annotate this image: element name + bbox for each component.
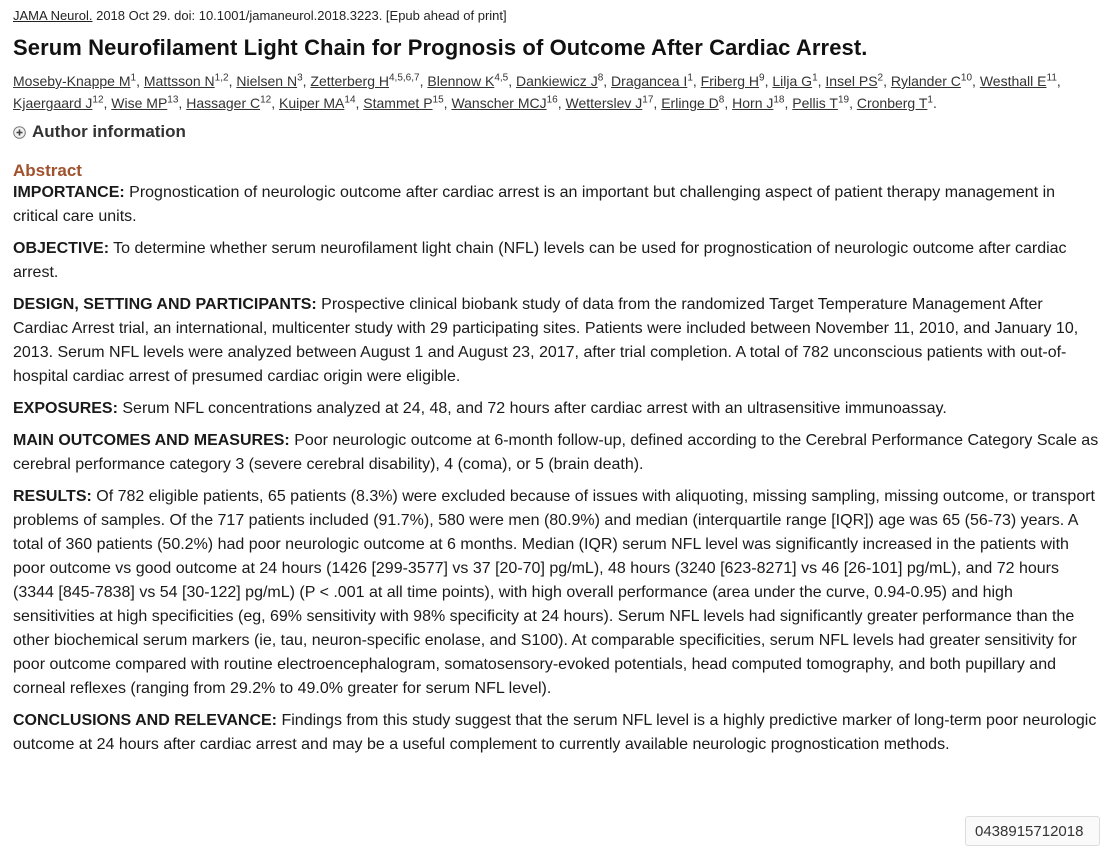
citation bbox=[13, 8, 1099, 23]
author-link[interactable]: Cronberg T bbox=[856, 95, 928, 111]
author-link[interactable]: Pellis T bbox=[792, 95, 838, 111]
author-link[interactable]: Friberg H bbox=[700, 73, 760, 89]
author-affiliation-number: 16 bbox=[546, 94, 558, 106]
author-link[interactable]: Wanscher MCJ bbox=[451, 95, 547, 111]
author-separator: , bbox=[603, 73, 612, 89]
abstract-section bbox=[13, 709, 1099, 757]
article-title: Serum Neurofilament Light Chain for Prognosis of Outcome After Cardiac Arrest. bbox=[13, 35, 868, 60]
plus-circle-icon[interactable] bbox=[13, 126, 26, 139]
author-separator: , bbox=[136, 73, 144, 89]
author-affiliation-number: 4,5,6,7 bbox=[389, 72, 420, 84]
section-text: Findings from this study suggest that the serum NFL level is a highly predictive marker of long-term poor neurologic outcome at 24 hours after cardiac arrest and may be a useful complement to currently available neurologic prognostication methods. bbox=[13, 712, 1097, 753]
author-list bbox=[13, 70, 1099, 114]
author-separator: , bbox=[228, 73, 237, 89]
author-separator: , bbox=[419, 73, 428, 89]
section-text: To determine whether serum neurofilament light chain (NFL) levels can be used for prognostication of neurologic outcome after cardiac arrest. bbox=[13, 240, 1067, 281]
author-separator: , bbox=[817, 73, 826, 89]
author-link[interactable]: Erlinge D bbox=[661, 95, 719, 111]
author-affiliation-number: 1 bbox=[812, 72, 818, 84]
section-label: IMPORTANCE: bbox=[13, 184, 125, 201]
author-affiliation-number: 12 bbox=[92, 94, 104, 106]
section-label: EXPOSURES: bbox=[13, 400, 118, 417]
author-separator: . bbox=[932, 95, 937, 111]
author-link[interactable]: Dankiewicz J bbox=[516, 73, 598, 89]
author-affiliation-number: 18 bbox=[773, 94, 785, 106]
author-separator: , bbox=[302, 73, 311, 89]
author-separator: , bbox=[508, 73, 516, 89]
author-affiliation-number: 9 bbox=[759, 72, 765, 84]
author-separator: , bbox=[849, 95, 857, 111]
author-separator: , bbox=[724, 95, 733, 111]
author-link[interactable]: Westhall E bbox=[979, 73, 1047, 89]
author-separator: , bbox=[178, 95, 187, 111]
section-text: Serum NFL concentrations analyzed at 24, 48, and 72 hours after cardiac arrest with an ultrasensitive immunoassay. bbox=[117, 400, 947, 417]
floating-id-label: 0438915712018 bbox=[965, 816, 1100, 846]
author-affiliation-number: 12 bbox=[260, 94, 272, 106]
author-affiliation-number: 1 bbox=[927, 94, 933, 106]
author-separator: , bbox=[443, 95, 452, 111]
author-information-toggle[interactable] bbox=[13, 122, 1099, 142]
author-link[interactable]: Insel PS bbox=[825, 73, 878, 89]
author-separator: , bbox=[883, 73, 891, 89]
author-affiliation-number: 2 bbox=[877, 72, 884, 84]
section-text: Poor neurologic outcome at 6-month follow-up, defined according to the Cerebral Performance Category Scale as cerebral performance category 3 (severe cerebral disability), 4 (coma), or 5 (brain death). bbox=[13, 432, 1099, 473]
section-label: OBJECTIVE: bbox=[13, 240, 110, 257]
author-affiliation-number: 11 bbox=[1046, 72, 1057, 84]
author-separator: , bbox=[764, 73, 773, 89]
author-information-label[interactable]: Author information bbox=[32, 122, 186, 141]
journal-link[interactable]: JAMA Neurol. bbox=[13, 8, 93, 23]
author-link[interactable]: Blennow K bbox=[427, 73, 495, 89]
section-text: Of 782 eligible patients, 65 patients (8.3%) were excluded because of issues with aliquoting, missing sampling, missing outcome, or transport problems of samples. Of the 717 patients included (91.7%), 580 were men (80.9%) and median (interquartile range [IQR]) age was 65 (56-73) years. A total of 360 patients (50.2%) had poor neurologic outcome at 6 months. Median (IQR) serum NFL level was significantly increased in the patients with poor outcome vs good outcome at 24 hours (1426 [299-3577] vs 37 [20-70] pg/mL), 48 hours (3240 [623-8271] vs 46 [26-101] pg/mL), and 72 hours (3344 [845-7838] vs 54 [30-122] pg/mL) (P < .001 at all time points), with high overall performance (area under the curve, 0.94-0.95) and high sensitivities at high specificities (eg, 69% sensitivity with 98% specificity at 24 hours). Serum NFL levels had significantly greater performance than the other biochemical serum markers (ie, tau, neuron-specific enolase, and S100). At comparable specificities, serum NFL levels had greater sensitivity for poor outcome compared with routine electroencephalogram, somatosensory-evoked potentials, head computed tomography, and both pupillary and corneal reflexes (ranging from 29.2% to 49.0% greater for serum NFL level). bbox=[13, 488, 1095, 697]
abstract-heading: Abstract bbox=[13, 161, 82, 180]
author-affiliation-number: 3 bbox=[297, 72, 303, 84]
abstract-section bbox=[13, 237, 1099, 285]
author-affiliation-number: 19 bbox=[837, 94, 850, 106]
author-link[interactable]: Mattsson N bbox=[143, 73, 215, 89]
abstract-section bbox=[13, 429, 1099, 477]
author-link[interactable]: Zetterberg H bbox=[310, 73, 389, 89]
abstract-section bbox=[13, 181, 1099, 229]
author-separator: , bbox=[103, 95, 112, 111]
author-link[interactable]: Kuiper MA bbox=[279, 95, 345, 111]
section-text: Prospective clinical biobank study of data from the randomized Target Temperature Management After Cardiac Arrest trial, an international, multicenter study with 29 participating sites. Patients were included between November 11, 2010, and January 10, 2013. Serum NFL levels were analyzed between August 1 and August 23, 2017, after trial completion. A total of 782 unconscious patients with out-of-hospital cardiac arrest of presumed cardiac origin were eligible. bbox=[13, 296, 1079, 385]
author-link[interactable]: Nielsen N bbox=[236, 73, 298, 89]
author-link[interactable]: Dragancea I bbox=[611, 73, 688, 89]
abstract-section bbox=[13, 293, 1099, 389]
author-affiliation-number: 10 bbox=[960, 72, 973, 84]
author-affiliation-number: 8 bbox=[597, 72, 604, 84]
author-affiliation-number: 13 bbox=[167, 94, 179, 106]
author-link[interactable]: Kjaergaard J bbox=[13, 95, 93, 111]
author-link[interactable]: Stammet P bbox=[363, 95, 433, 111]
author-affiliation-number: 17 bbox=[642, 94, 654, 106]
section-label: DESIGN, SETTING AND PARTICIPANTS: bbox=[13, 296, 317, 313]
author-separator: , bbox=[784, 95, 793, 111]
citation-details: 2018 Oct 29. doi: 10.1001/jamaneurol.2018.3223. [Epub ahead of print] bbox=[92, 8, 507, 23]
author-affiliation-number: 15 bbox=[432, 94, 444, 106]
author-separator: , bbox=[1056, 73, 1061, 89]
author-link[interactable]: Moseby-Knappe M bbox=[13, 73, 131, 89]
author-link[interactable]: Rylander C bbox=[890, 73, 961, 89]
author-affiliation-number: 4,5 bbox=[494, 72, 509, 84]
abstract-section bbox=[13, 485, 1099, 701]
author-link[interactable]: Wetterslev J bbox=[565, 95, 643, 111]
section-label: CONCLUSIONS AND RELEVANCE: bbox=[13, 712, 278, 729]
author-affiliation-number: 14 bbox=[344, 94, 356, 106]
author-link[interactable]: Wise MP bbox=[111, 95, 168, 111]
author-link[interactable]: Horn J bbox=[732, 95, 774, 111]
section-text: Prognostication of neurologic outcome after cardiac arrest is an important but challenging aspect of patient therapy management in critical care units. bbox=[13, 184, 1056, 225]
article bbox=[13, 0, 1099, 765]
abstract-section bbox=[13, 397, 1099, 421]
author-separator: , bbox=[972, 73, 980, 89]
author-affiliation-number: 8 bbox=[718, 94, 725, 106]
section-label: MAIN OUTCOMES AND MEASURES: bbox=[13, 432, 290, 449]
author-affiliation-number: 1 bbox=[687, 72, 693, 84]
author-separator: , bbox=[653, 95, 662, 111]
author-link[interactable]: Hassager C bbox=[186, 95, 261, 111]
author-separator: , bbox=[355, 95, 364, 111]
section-label: RESULTS: bbox=[13, 488, 92, 505]
author-affiliation-number: 1 bbox=[130, 72, 137, 84]
author-separator: , bbox=[692, 73, 701, 89]
author-separator: , bbox=[271, 95, 280, 111]
author-affiliation-number: 1,2 bbox=[214, 72, 229, 84]
author-link[interactable]: Lilja G bbox=[772, 73, 813, 89]
author-separator: , bbox=[557, 95, 566, 111]
abstract-body bbox=[13, 181, 1099, 757]
